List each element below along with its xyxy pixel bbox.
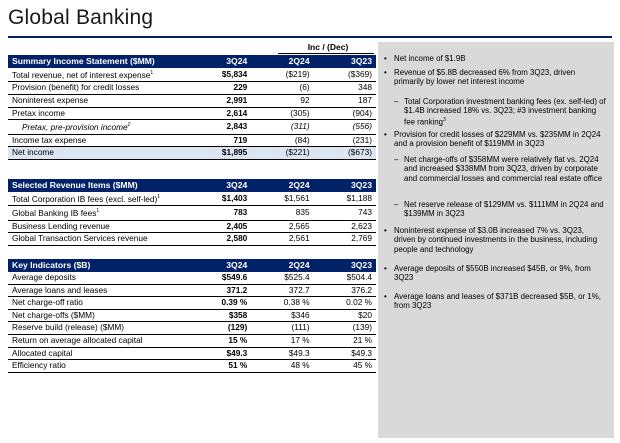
row-label: Income tax expense	[8, 134, 189, 147]
cell-3q23: 0.02 %	[314, 297, 376, 310]
commentary-panel	[378, 42, 614, 438]
row-label: Return on average allocated capital	[8, 334, 189, 347]
row-label: Net charge-offs ($MM)	[8, 309, 189, 322]
sub-bullet-item	[394, 97, 606, 127]
table-row	[8, 120, 376, 134]
cell-3q23: 45 %	[314, 360, 376, 373]
cell-3q23: ($369)	[314, 68, 376, 82]
revenue-header-row	[8, 179, 376, 192]
cell-3q24: 2,405	[189, 220, 251, 233]
bullet-text: Provision for credit losses of $229MM vs. $235MM in 2Q24 and a provision benefit of $119MM in 3Q23	[394, 130, 601, 149]
sub-bullet-item	[394, 155, 606, 183]
cell-2q24: $49.3	[251, 347, 313, 360]
bullet-icon: •	[384, 130, 387, 139]
cell-3q24: 371.2	[189, 284, 251, 297]
income-statement-table	[8, 55, 376, 160]
footnote-mark: 2	[127, 122, 131, 129]
indicators-header-3q24: 3Q24	[189, 259, 251, 272]
row-label: Net income	[8, 147, 189, 160]
indicators-header-2q24: 2Q24	[251, 259, 313, 272]
bullet-text: Average loans and leases of $371B decreased $5B, or 1%, from 3Q23	[394, 292, 601, 311]
row-label: Reserve build (release) ($MM)	[8, 322, 189, 335]
cell-2q24: (305)	[251, 107, 313, 120]
cell-2q24: 2,561	[251, 233, 313, 246]
bullet-text: Noninterest expense of $3.0B increased 7% vs. 3Q23, driven by continued investments in the business, including people and technology	[394, 226, 598, 254]
cell-3q24: $49.3	[189, 347, 251, 360]
row-label: Business Lending revenue	[8, 220, 189, 233]
bullet-item	[384, 226, 606, 254]
cell-3q23: 21 %	[314, 334, 376, 347]
cell-3q24: 2,580	[189, 233, 251, 246]
indicators-header-3q23: 3Q23	[314, 259, 376, 272]
indicators-header-label: Key Indicators ($B)	[8, 259, 189, 272]
footnote-mark: 1	[157, 194, 161, 200]
inc-dec-header: Inc / (Dec)	[307, 42, 349, 52]
cell-3q24: 2,843	[189, 120, 251, 134]
bullet-icon: •	[384, 292, 387, 301]
row-label: Allocated capital	[8, 347, 189, 360]
cell-3q23: $49.3	[314, 347, 376, 360]
dash-icon: –	[394, 155, 399, 164]
cell-2q24: 48 %	[251, 360, 313, 373]
cell-2q24: 835	[251, 206, 313, 220]
table-row	[8, 192, 376, 206]
cell-3q23: ($673)	[314, 147, 376, 160]
cell-3q24: 2,614	[189, 107, 251, 120]
cell-2q24: 372.7	[251, 284, 313, 297]
table-row	[8, 272, 376, 284]
cell-3q24: $358	[189, 309, 251, 322]
cell-3q23: $20	[314, 309, 376, 322]
cell-2q24: $1,561	[251, 192, 313, 206]
revenue-items-table	[8, 179, 376, 246]
cell-3q23: (556)	[314, 120, 376, 134]
table-row	[8, 134, 376, 147]
cell-3q23: 187	[314, 94, 376, 107]
dash-icon: –	[394, 97, 399, 106]
cell-3q24: 51 %	[189, 360, 251, 373]
table-row	[8, 297, 376, 310]
income-header-label: Summary Income Statement ($MM)	[8, 55, 189, 68]
footnote-mark: 1	[150, 70, 154, 76]
bullet-icon: •	[384, 226, 387, 235]
cell-2q24: ($221)	[251, 147, 313, 160]
cell-2q24: 92	[251, 94, 313, 107]
footnote-mark: 3	[443, 116, 446, 123]
cell-3q24: 783	[189, 206, 251, 220]
row-label: Average deposits	[8, 272, 189, 284]
cell-2q24: $525.4	[251, 272, 313, 284]
cell-3q24: (129)	[189, 322, 251, 335]
income-header-row	[8, 55, 376, 68]
cell-2q24: 0.38 %	[251, 297, 313, 310]
table-row	[8, 334, 376, 347]
bullet-item	[384, 68, 606, 87]
cell-3q24: 229	[189, 82, 251, 95]
table-row	[8, 233, 376, 246]
cell-3q23: 743	[314, 206, 376, 220]
income-header-3q24: 3Q24	[189, 55, 251, 68]
table-row	[8, 360, 376, 373]
cell-3q23: 2,623	[314, 220, 376, 233]
cell-3q23: 348	[314, 82, 376, 95]
cell-3q24: $549.6	[189, 272, 251, 284]
cell-3q23: 2,769	[314, 233, 376, 246]
title-divider	[8, 36, 612, 38]
table-row	[8, 284, 376, 297]
bullet-text: Revenue of $5.8B decreased 6% from 3Q23, driven primarily by lower net interest income	[394, 68, 576, 87]
indicators-header-row	[8, 259, 376, 272]
table-row-net-income	[8, 147, 376, 160]
cell-2q24: (111)	[251, 322, 313, 335]
row-label: Efficiency ratio	[8, 360, 189, 373]
cell-2q24: 17 %	[251, 334, 313, 347]
bullet-text: Total Corporation investment banking fees (ex. self-led) of $1.4B increased 18% vs. 3Q23; #3 investment banking fee ranking$^3$	[404, 97, 606, 127]
cell-3q23: $1,188	[314, 192, 376, 206]
income-header-3q23: 3Q23	[314, 55, 376, 68]
cell-3q23: 376.2	[314, 284, 376, 297]
cell-3q24: 719	[189, 134, 251, 147]
cell-3q24: 0.39 %	[189, 297, 251, 310]
cell-2q24: 2,565	[251, 220, 313, 233]
revenue-header-3q24: 3Q24	[189, 179, 251, 192]
cell-3q23: (904)	[314, 107, 376, 120]
cell-3q24: 15 %	[189, 334, 251, 347]
bullet-text: Net income of $1.9B	[394, 54, 466, 63]
bullet-item	[384, 264, 606, 283]
table-row	[8, 347, 376, 360]
row-label: Net charge-off ratio	[8, 297, 189, 310]
bullet-text: Net charge-offs of $358MM were relatively flat vs. 2Q24 and increased $338MM from 3Q23, driven by corporate and commercial losses and commercial real estate office	[404, 155, 603, 183]
table-row	[8, 220, 376, 233]
row-label: Total Corporation IB fees (excl. self-led)$^1$	[8, 192, 189, 206]
row-label: Global Banking IB fees$^1$	[8, 206, 189, 220]
cell-3q23: (231)	[314, 134, 376, 147]
cell-3q24: 2,991	[189, 94, 251, 107]
table-row	[8, 309, 376, 322]
revenue-header-label: Selected Revenue Items ($MM)	[8, 179, 189, 192]
cell-3q23: (139)	[314, 322, 376, 335]
bullet-icon: •	[384, 68, 387, 77]
cell-2q24: (84)	[251, 134, 313, 147]
bullet-icon: •	[384, 54, 387, 63]
table-row	[8, 206, 376, 220]
bullet-text: Net reserve release of $129MM vs. $111MM in 2Q24 and $139MM in 3Q23	[404, 200, 604, 219]
row-label: Pretax income	[8, 107, 189, 120]
row-label: Noninterest expense	[8, 94, 189, 107]
revenue-header-2q24: 2Q24	[251, 179, 313, 192]
income-header-2q24: 2Q24	[251, 55, 313, 68]
row-label: Global Transaction Services revenue	[8, 233, 189, 246]
row-label: Pretax, pre-provision income$^2$	[8, 120, 189, 134]
table-row	[8, 94, 376, 107]
revenue-header-3q23: 3Q23	[314, 179, 376, 192]
page-title: Global Banking	[8, 6, 154, 29]
table-row	[8, 68, 376, 82]
cell-2q24: $346	[251, 309, 313, 322]
key-indicators-table	[8, 259, 376, 373]
table-row	[8, 82, 376, 95]
cell-3q24: $1,403	[189, 192, 251, 206]
cell-2q24: (311)	[251, 120, 313, 134]
bullet-icon: •	[384, 264, 387, 273]
bullet-item	[384, 130, 606, 149]
row-label: Average loans and leases	[8, 284, 189, 297]
inc-dec-rule	[278, 53, 374, 54]
table-row	[8, 322, 376, 335]
row-label: Provision (benefit) for credit losses	[8, 82, 189, 95]
cell-3q24: $1,895	[189, 147, 251, 160]
dash-icon: –	[394, 200, 399, 209]
cell-3q24: $5,834	[189, 68, 251, 82]
footnote-mark: 1	[96, 208, 100, 215]
row-label: Total revenue, net of interest expense$^1$	[8, 68, 189, 82]
cell-2q24: (6)	[251, 82, 313, 95]
cell-2q24: ($219)	[251, 68, 313, 82]
bullet-item	[384, 54, 606, 63]
bullet-text: Average deposits of $550B increased $45B, or 9%, from 3Q23	[394, 264, 591, 283]
sub-bullet-item	[394, 200, 606, 219]
cell-3q23: $504.4	[314, 272, 376, 284]
table-row	[8, 107, 376, 120]
bullet-item	[384, 292, 606, 311]
